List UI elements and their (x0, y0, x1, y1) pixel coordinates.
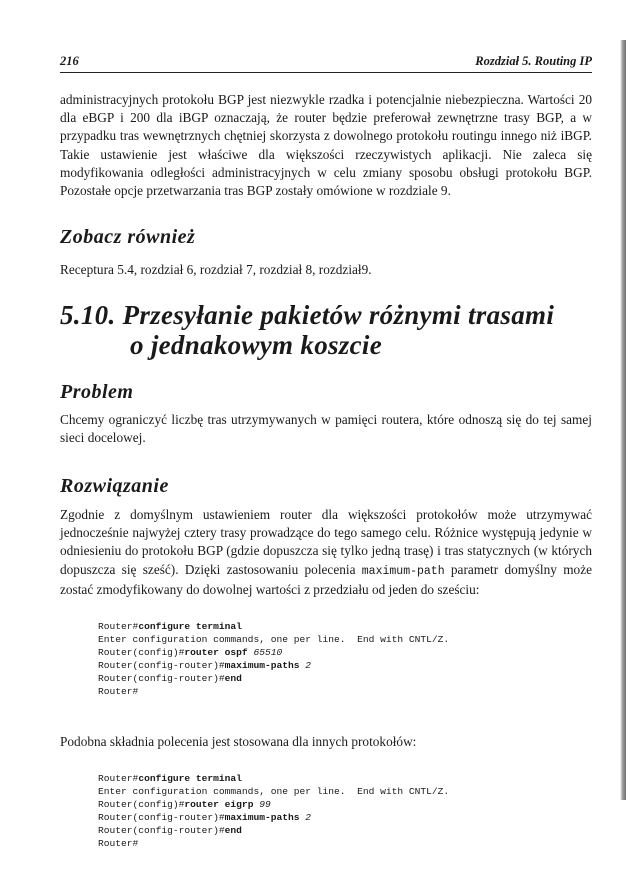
code-segment: Router(config-router)# (98, 824, 225, 836)
running-header (60, 52, 592, 73)
code-line (98, 812, 449, 825)
code-line (98, 773, 449, 786)
code-line (98, 686, 449, 699)
solution-text-after: parametr domyślny może zostać zmodyfikowany do dowolnej wartości z przedziału od jeden do sześciu: (60, 561, 592, 597)
code-line (98, 621, 449, 634)
see-also-text: Receptura 5.4, rozdział 6, rozdział 7, rozdział 8, rozdział9. (60, 262, 372, 277)
between-text: Podobna składnia polecenia jest stosowana dla innych protokołów: (60, 734, 417, 749)
inline-command: maximum-path (361, 564, 445, 578)
code-line (98, 673, 449, 686)
code-segment: configure terminal (138, 773, 242, 784)
code-block-ospf (98, 621, 449, 698)
code-segment: Router# (98, 621, 139, 632)
code-segment: Router(config-router)# (98, 672, 225, 684)
code-segment: Enter configuration commands, one per line. End with CNTL/Z. (98, 785, 450, 797)
section-title-line1: 5.10. Przesyłanie pakietów różnymi trasami (60, 300, 555, 330)
solution-text-before: Zgodnie z domyślnym ustawieniem router dla większości protokołów może utrzymywać jednocześnie najwyżej cztery trasy prowadzące do tego samego celu. Różnice występują jedynie w odniesieniu do protokołu BGP (gdzie dopuszcza się tylko jedną trasę) i tras statycznych (w których dopuszcza się sześć). Dzięki zastosowaniu polecenia (60, 507, 592, 577)
code-segment: router eigrp (184, 798, 260, 810)
code-line (98, 634, 449, 647)
code-segment: maximum-paths (224, 659, 306, 671)
code-block-eigrp (98, 773, 449, 850)
code-segment: Router(config)# (98, 798, 185, 810)
solution-text (60, 506, 592, 599)
code-segment: Router# (98, 685, 139, 697)
code-segment: 65510 (253, 646, 283, 658)
intro-paragraph: administracyjnych protokołu BGP jest niezwykle rzadka i potencjalnie niebezpieczna. Wartości 20 dla eBGP i 200 dla iBGP oznaczają, że router będzie preferował zewnętrzne trasy BGP, a w przypadku tras wewnętrznych chętniej skorzysta z dowolnego protokołu routingu innego niż iBGP. Takie ustawienie jest właściwe dla większości rzeczywistych aplikacji. Nie zaleca się modyfikowania odległości administracyjnych w celu zmiany sposobu obsługi protokołu BGP. Pozostałe opcje przetwarzania tras BGP zostały omówione w rozdziale 9. (60, 92, 592, 199)
page-number: 216 (60, 54, 79, 68)
chapter-title: Rozdział 5. Routing IP (475, 54, 592, 68)
code-segment: configure terminal (138, 621, 242, 632)
code-segment: end (224, 824, 242, 836)
code-segment: Router(config)# (98, 646, 185, 658)
code-line (98, 786, 449, 799)
code-segment: 2 (305, 659, 312, 671)
code-segment: 2 (305, 811, 312, 823)
section-title-line2: o jednakowym koszcie (130, 330, 382, 360)
solution-heading: Rozwiązanie (60, 475, 169, 497)
code-line (98, 825, 449, 838)
section-title (60, 300, 554, 360)
code-line (98, 799, 449, 812)
code-segment: Router# (98, 837, 139, 849)
code-line (98, 660, 449, 673)
code-segment: 99 (259, 798, 271, 810)
code-segment: Router# (98, 773, 139, 784)
problem-text: Chcemy ograniczyć liczbę tras utrzymywanych w pamięci routera, które odnoszą się do tej samej sieci docelowej. (60, 412, 592, 446)
code-segment: router ospf (184, 646, 254, 658)
code-segment: Router(config-router)# (98, 811, 225, 823)
code-line (98, 838, 449, 851)
code-segment: maximum-paths (224, 811, 306, 823)
scan-edge (620, 40, 626, 800)
problem-heading: Problem (60, 381, 134, 403)
code-segment: end (224, 672, 242, 684)
see-also-heading: Zobacz również (60, 226, 196, 248)
code-segment: Router(config-router)# (98, 659, 225, 671)
code-line (98, 647, 449, 660)
code-segment: Enter configuration commands, one per line. End with CNTL/Z. (98, 633, 450, 645)
